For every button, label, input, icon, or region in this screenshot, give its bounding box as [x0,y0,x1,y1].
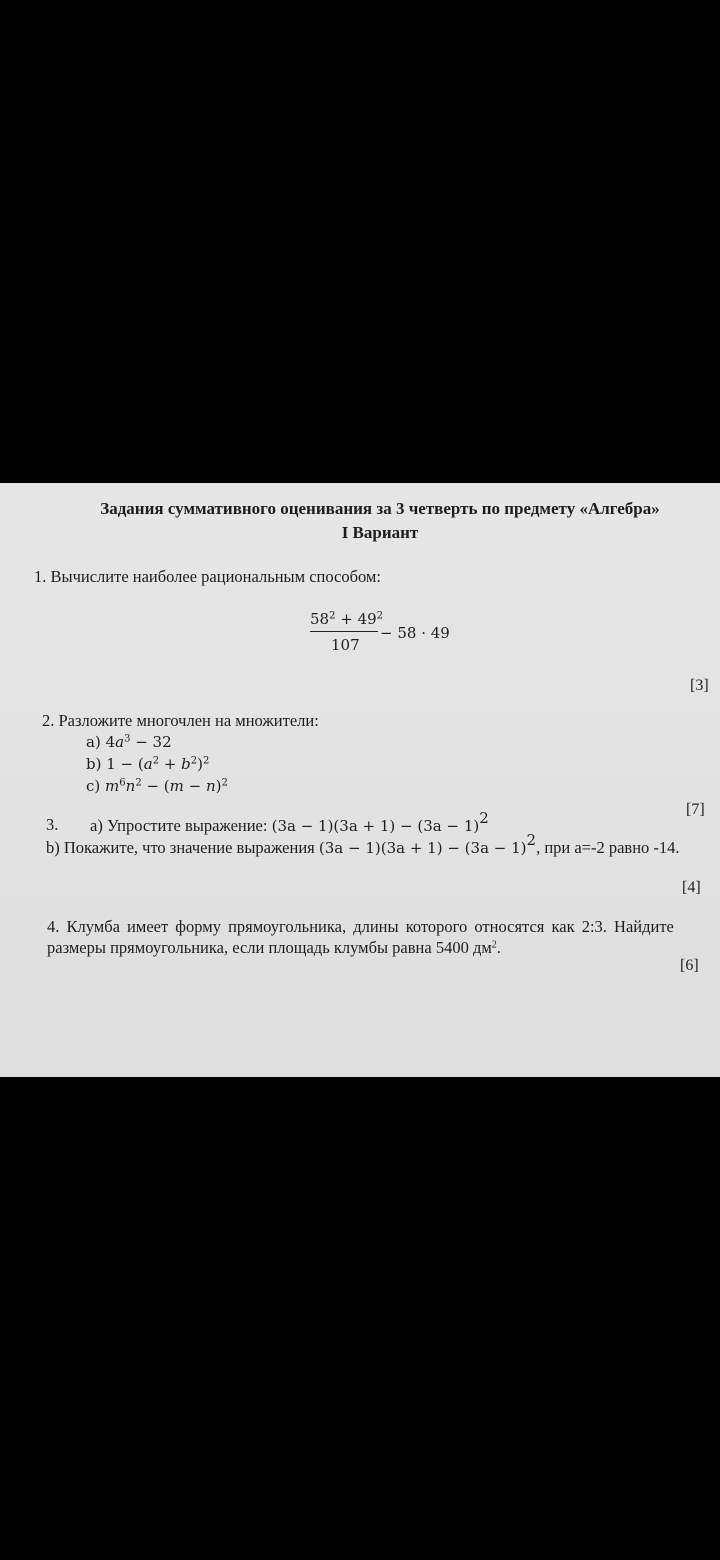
item-b-start: 1 − ( [106,755,144,773]
task2-item-b [86,755,209,773]
item-c-mid: − ( [141,777,170,795]
task2-item-c [86,777,228,795]
item-c-pow-n: 2 [135,777,142,789]
item-c-pow-outer: 2 [221,777,228,789]
task3-a-pow: 2 [479,808,489,827]
fraction-bar [310,631,378,632]
num-a-pow: 2 [329,610,336,622]
task4-end: . [496,938,501,957]
task1-text: 1. Вычислите наиболее рациональным способом: [34,567,381,586]
num-a: 58 [310,610,330,628]
task2-score: [7] [686,801,705,818]
item-b-label: b) [86,755,107,773]
task1-numerator [310,610,383,628]
num-b-pow: 2 [376,610,384,622]
item-a-label: a) [86,733,106,751]
variant-title: I Вариант [341,523,419,542]
task4-line2-text: размеры прямоугольника, если площадь клумбы равна 5400 [47,938,473,957]
task1-denominator: 107 [331,636,360,654]
task4-line1: 4. Клумба имеет форму прямоугольника, длины которого относятся как 2:3. Найдите [47,917,674,936]
item-c-var-n: n [125,777,136,795]
item-a-coef: 4 [105,733,116,751]
item-b-plus: + [159,755,182,773]
item-c-var-n2: n [206,777,216,795]
worksheet-paper [0,483,720,1077]
item-a-pow: 3 [124,733,131,745]
item-b-close: ) [197,755,204,773]
item-b-pow-outer: 2 [203,755,210,767]
item-c-close: ) [215,777,222,795]
task3-b-expr: (3a − 1)(3a + 1) − (3a − 1) [318,839,527,857]
task3-b [46,830,680,858]
item-c-var-m: m [105,777,120,795]
item-b-var-b: b [181,755,191,773]
task3-b-pow: 2 [526,830,537,849]
task3-a [90,808,489,836]
item-a-rest: − 32 [130,733,172,751]
task4-unit: дм [472,938,492,957]
item-c-var-m2: m [169,777,184,795]
task2-item-a [86,733,172,751]
task4-score: [6] [680,957,699,974]
item-c-pow-m: 6 [119,777,126,789]
task2-text: 2. Разложите многочлен на множители: [42,711,319,730]
page-title: Задания суммативного оценивания за 3 четверть по предмету «Алгебра» [100,499,660,518]
item-b-var-a: a [143,755,153,773]
task1-score: [3] [690,677,709,694]
item-b-pow-a: 2 [152,755,160,767]
item-c-label: c) [86,777,106,795]
task3-b-tail: , при a=-2 равно -14. [536,838,680,857]
item-c-minus: − [183,777,206,795]
task4-unit-pow: 2 [491,939,497,951]
task3-b-text: b) Покажите, что значение выражения [46,838,319,857]
num-plus: + [335,610,358,628]
num-b: 49 [357,610,377,628]
item-a-var: a [115,733,125,751]
task3-number: 3. [46,815,59,834]
task1-tail: − 58 · 49 [380,624,450,642]
task3-score: [4] [682,879,701,896]
task3-a-text: a) Упростите выражение: [90,816,272,835]
task3-a-expr: (3a − 1)(3a + 1) − (3a − 1) [271,817,480,835]
task4-line2 [47,938,501,958]
item-b-pow-b: 2 [190,755,198,767]
